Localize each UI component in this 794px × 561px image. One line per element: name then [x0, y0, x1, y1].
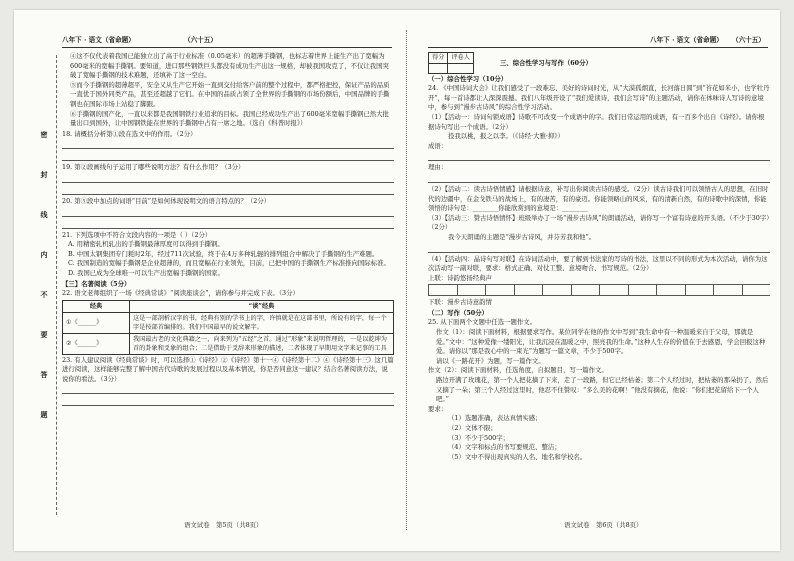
seal-label-1: 密: [40, 130, 48, 139]
right-header-rule: [428, 47, 768, 48]
exam-sheet: [14, 10, 780, 551]
passage-paragraph: ⑥手撕钢的国产化，一直以来都是我国钢铁行业追求的目标。我国已经成功生产出了600毫米宽幅手撕钢已然大批量出口到国外，让中国钢铁能在世界的手撕钢中占有一席之地。（选自《科普时报》）: [70, 109, 389, 128]
essay-1-title: 请以《一路花开》为题，写一篇作文。: [436, 356, 545, 365]
question-19: 19. 第②段画线句子运用了哪些说明方法？有什么作用？（3分）: [62, 163, 245, 172]
requirement-item: （5）文中不得出现真实的人名、地名和学校名。: [448, 452, 587, 461]
option-b: B. 中国太钢集团专门耗时2年，经过711次试验，终于在4万多种轧辊的排列组合中解决了手撕钢的生产难题。: [68, 249, 379, 258]
idiom-answer-label: 成语：: [428, 141, 448, 150]
table-cell-label[interactable]: ①《______》: [63, 312, 130, 333]
seal-label-6: 要: [40, 330, 48, 339]
answer-line[interactable]: [428, 243, 770, 253]
couplet-second: 下联：漫步古诗意韵情: [428, 298, 492, 307]
requirements-label: 要求：: [428, 404, 448, 413]
seal-label-8: 题: [40, 410, 48, 419]
requirement-item: （1）选题准确，表达真情实感；: [448, 414, 542, 423]
right-header-grade: 八年下 · 语文（省命题）: [650, 36, 723, 44]
table-header-classic: 经典: [63, 300, 130, 312]
question-18: 18. 请概括分析第①段在选文中的作用。（2分）: [62, 129, 197, 138]
seal-label-5: 不: [40, 290, 48, 299]
requirement-item: （2）文体不限；: [448, 424, 497, 432]
couplet-first: 上联：诗韵悠扬经典声: [428, 273, 492, 282]
seal-label-2: 封: [40, 170, 48, 179]
right-content: [428, 52, 770, 522]
option-a: A. 用精密轧机轧出的手撕钢最薄厚度可以得到手撕钢。: [68, 240, 224, 249]
answer-line[interactable]: [62, 139, 394, 149]
score-table: [428, 52, 474, 74]
classics-table: [62, 300, 394, 355]
q25-stem: 25. 从下面两个文题中任选一题作文。: [428, 318, 537, 327]
essay-1: 作文（1）：阅读下面材料，根据要求写作。某位同学在他的作文中写到“我生命中有一种温暖来自于父母，那就是爱。”文中：“这种爱像一缕阳光，让我沉浸在温暖之中，照亮我的生命。”这种人生存的价值在于去感恩，学会回报这种爱。请你以“那是我心中的一束光”为题写一篇文章，不少于500字。: [436, 328, 766, 356]
table-cell-text: 我国最古老的文化典籍之一，向来列为“五经”之首。通过“形象”来说明哲理的，一是以乾坤为首的卦象和爻象的组合；二是借助于爻辞来形象的描述，二者体现了早期用文字来记事的工具: [130, 333, 394, 354]
option-c: C. 我国制造的宽幅手撕钢是企业超薄的，而且宽幅在行业领先，目前，已把中国的手撕钢生产标准推向国际标准。: [68, 259, 390, 268]
right-header-code: （六十五）: [732, 36, 765, 44]
q24-part4: （4）【活动四：晶诗句写对联】在诗词活动中，要了解到书法家的写诗的书法，这里以不同的形式为本次活动，请你为这次活动写一副对联，要求：格式正确、对仗工整、意境吻合、书写规范。（2分）: [428, 254, 768, 273]
q24-part3: （3）【活动三：赞古诗悟情怀】班级举办了一场“漫步古诗风”的朗诵活动，请你写一个富有诗意的开头语。（不少于30字）（2分）: [428, 213, 770, 232]
answer-line[interactable]: [62, 384, 394, 394]
grader-label: 评卷人: [448, 53, 474, 64]
answer-line[interactable]: [62, 173, 394, 183]
answer-line[interactable]: [428, 173, 770, 183]
answer-line[interactable]: [428, 151, 770, 161]
answer-line[interactable]: [62, 219, 394, 229]
score-cell[interactable]: [429, 63, 448, 73]
section-3-heading: 三、综合性学习与写作（60分）: [499, 58, 592, 67]
grader-cell[interactable]: [448, 63, 474, 73]
left-content: [62, 52, 394, 522]
table-cell-label[interactable]: ②《______》: [63, 333, 130, 354]
seal-label-3: 线: [40, 210, 48, 219]
q24-line: 24. 《中国诗词大会》让我们感受了一段难忘、美好的诗词时光，从“大漠孤烟直，长河落日圆”到“苔花如米小，也学牡丹开”，每一首诗都让人深深震撼。我们八年级开设了“我们爱读诗，我们会写诗”的主题活动，请你在体味诗人写诗的意境中，参与到“漫步古诗风”的综合性学习活动。: [428, 84, 770, 112]
q24-line: 投我以桃，报之以李。（《诗经·大雅·抑》）: [448, 132, 564, 141]
table-row: [63, 312, 394, 333]
answer-line[interactable]: [62, 207, 394, 217]
right-footer: 语文试卷 第6页（共8页）: [564, 521, 643, 530]
subsection-1: （一）综合性学习（10分）: [428, 74, 508, 83]
question-21: 21. 下列选项中不符合文段内容的一项是（ ）（2分）: [62, 230, 212, 239]
q24-part2: （2）【活动二：读古诗悟情感】请根据诗意，补写出你阅读古诗的感受。（2分）读古诗我们可以领悟古人的思想，在旧时代的边疆中，在金戈铁马的战场上，有的凄苦，有的豪迈。你能领略山的风采，有的清新自然，有的诗歌中的深情，你能领悟的诗句是：________你能欣赏到的意境是：________: [428, 184, 769, 213]
section-3-title: 【三】名著阅读（5分）: [62, 279, 131, 288]
answer-line[interactable]: [62, 185, 394, 195]
right-page: [414, 10, 780, 551]
q24-line: （1）【活动一：诗词句锁成语】诗歌不可改变一个成语中的字。我们日常运用的成语，有一百多个出自《诗经》。请你根据诗句写出一个成语。（2分）: [428, 112, 765, 131]
answer-line[interactable]: [62, 151, 394, 161]
option-d: D. 我国已成为全球唯一可以生产出宽幅手撕钢的国家。: [68, 268, 224, 277]
seal-dashed-line: [56, 55, 57, 515]
requirement-item: （4）文字和标点的书写要规范、整洁；: [448, 443, 561, 452]
left-header-rule: [62, 47, 392, 48]
seal-label-4: 内: [40, 250, 48, 259]
table-cell-text: 这是一部剖析汉字的书，经典有别的学书上的字，许慎就是在这部书里，所说有的字，每一个字是按部首编排的。我们中国最早的说文解字。: [130, 312, 394, 333]
left-header-code: （六十五）: [184, 36, 217, 44]
left-page: [14, 10, 406, 551]
score-label: 得分: [429, 53, 448, 64]
q24-part3b: 我今天朗诵的主题是“漫步古诗风，并芬芳我和他”。: [448, 232, 596, 241]
reason-answer-label: 理由：: [428, 163, 448, 172]
requirement-item: （3）不少于500字；: [448, 433, 509, 442]
left-header-grade: 八年下 · 语文（省命题）: [62, 36, 135, 44]
subsection-2: （二）写作（50分）: [428, 308, 489, 317]
question-20: 20. 第⑤段中加点的词语“目前”是如何体现说明文的语言特点的？（2分）: [62, 196, 271, 205]
seal-label-7: 答: [40, 370, 48, 379]
passage-paragraph: ④这不仅代表着我国已能独立出了高于行业标准（0.05毫米）的超薄手撕钢，也标志着世界上能生产出了宽幅为600毫米的宽幅手撕钢。要知道，进口那些钢铁巨头都没有成功生产出这一规格，却被我国攻克了，不仅让我国突破了宽幅手撕钢的技术难题，还填补了这一空白。: [70, 52, 389, 80]
question-23: 23. 有人建议阅读《经典常谈》时，可以选择①《诗经》②《诗经》第十一④《诗经第十二》④《诗经第十三》这几篇进行阅读，这样能够完整了解中国古代诗歌的发展过程以及基本情况，你是否同意这一建议？结合名著阅读方法，说说你的看法。（3分）: [62, 355, 394, 383]
essay-2-text: 路边开满了玫瑰花，第一个人把花摘了下来，走了一段路，但它已经枯萎；第二个人经过时，把枯萎的那朵扔了，然后又摘了一朵；第三个人经过这里时，他忍不住赞叹：“多么美的花啊！”他没有摘花，他说：“你们把花留给下一个人吧。”: [436, 376, 769, 404]
essay-2: 作文（2）：阅读下面材料，任选角度，自拟题目，写一篇作文。: [428, 366, 608, 375]
question-22: 22. 语文老师组织了一场《经典常谈》“阅读座谈会”，请你参与并完成下表。（3分）: [62, 289, 299, 298]
passage-paragraph: ⑤而今手撕钢的超薄超平，安全又从生产它开始一直到交付给客户前的整个过程中，都严格把控，保证产品的品质一直优于国外同类产品，甚至还超越了它们。在中国的品质占领了全世界的手撕钢的市场份额后，中国品牌的手撕钢也在国际市场上站稳了脚跟。: [70, 80, 390, 108]
answer-line[interactable]: [62, 396, 394, 406]
couplet-grid[interactable]: [428, 284, 770, 296]
table-row: [63, 333, 394, 354]
table-header-talk: “谈”经典: [130, 300, 394, 312]
left-footer: 语文试卷 第5页（共8页）: [184, 521, 263, 530]
